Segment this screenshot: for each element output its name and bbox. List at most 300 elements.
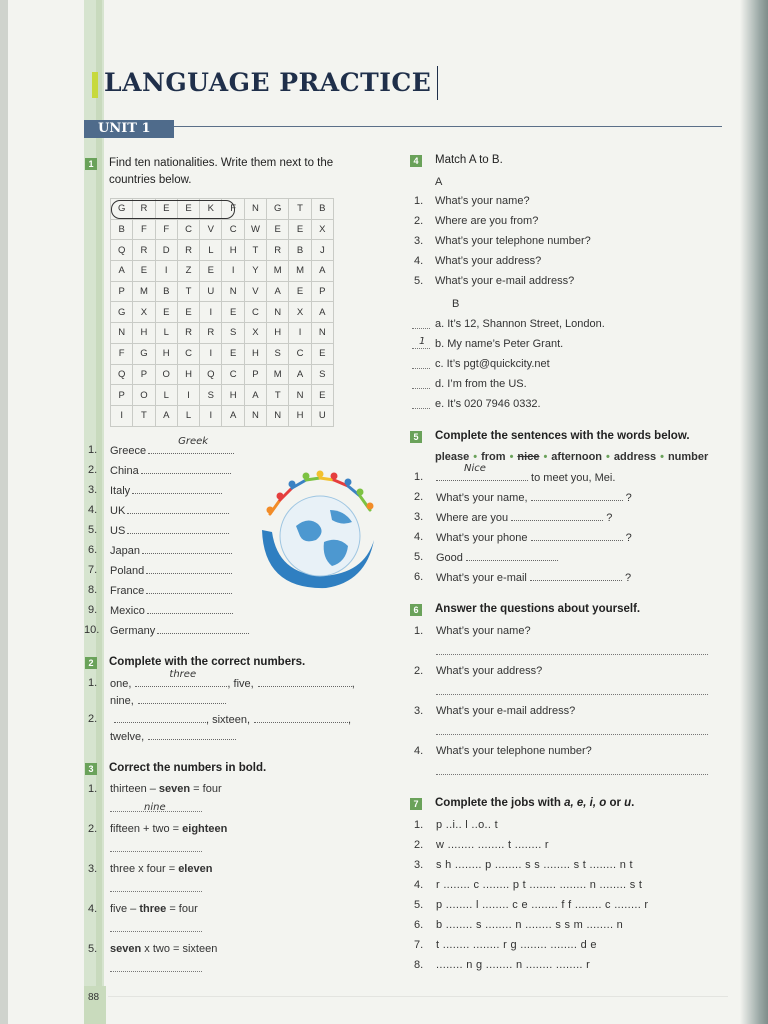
item-number: 1.	[88, 677, 98, 689]
grid-cell: H	[244, 343, 266, 364]
answer-blank	[531, 531, 623, 541]
grid-cell: M	[289, 261, 311, 282]
answer-blank	[531, 491, 623, 501]
grid-cell: A	[311, 261, 333, 282]
grid-cell: H	[133, 323, 155, 344]
grid-cell: C	[222, 219, 244, 240]
grid-cell: A	[289, 364, 311, 385]
item-number: 5.	[414, 551, 424, 563]
word-bank-item: address	[613, 451, 657, 463]
answer-blank	[127, 504, 229, 514]
exercise-number-7: 7	[410, 798, 422, 810]
grid-cell: G	[111, 302, 133, 323]
grid-cell: E	[222, 302, 244, 323]
country-row	[110, 564, 232, 577]
grid-cell: P	[311, 281, 333, 302]
grid-row	[111, 343, 334, 364]
grid-cell: E	[155, 199, 177, 220]
answer-blank	[138, 694, 226, 704]
grid-cell: X	[289, 302, 311, 323]
job-puzzle: ........ n g ........ n ........ ........ r	[436, 959, 591, 971]
grid-cell: R	[177, 240, 199, 261]
grid-cell: L	[155, 385, 177, 406]
grid-row	[111, 240, 334, 261]
grid-cell: O	[155, 364, 177, 385]
bold-number: seven	[158, 783, 191, 795]
handwritten-answer: Greek	[178, 436, 209, 447]
grid-cell: A	[267, 281, 289, 302]
word-separator: •	[543, 451, 548, 463]
grid-cell: N	[311, 323, 333, 344]
question-a: What’s your name?	[435, 195, 530, 207]
item-number: 6.	[414, 571, 424, 583]
grid-row	[111, 385, 334, 406]
question-a: What’s your e-mail address?	[435, 275, 575, 287]
answer-line	[110, 930, 202, 932]
grid-cell: M	[267, 261, 289, 282]
sentence	[436, 511, 612, 524]
grid-cell: O	[133, 385, 155, 406]
grid-cell: R	[133, 240, 155, 261]
answer-blank	[114, 713, 206, 723]
grid-cell: T	[177, 281, 199, 302]
grid-cell: E	[289, 219, 311, 240]
exercise-number-1: 1	[85, 158, 97, 170]
grid-cell: G	[267, 199, 289, 220]
handwritten-answer: Nice	[464, 463, 486, 474]
sentence-end: ?	[603, 512, 613, 524]
answer-line	[110, 970, 202, 972]
grid-cell: X	[244, 323, 266, 344]
item-number: 4.	[414, 745, 424, 757]
grid-cell: N	[111, 323, 133, 344]
circled-word-greek	[111, 200, 235, 219]
match-blank	[412, 358, 430, 369]
grid-cell: I	[200, 405, 222, 426]
country-row	[110, 464, 231, 477]
equation-text: three x four =	[110, 863, 179, 875]
page-curl-shadow	[740, 0, 768, 1024]
grid-cell: U	[200, 281, 222, 302]
grid-cell: P	[244, 364, 266, 385]
match-blank	[412, 338, 430, 349]
item-number: 2.	[414, 491, 424, 503]
job-puzzle: b ........ s ........ n ........ s s m ........ n	[436, 919, 624, 931]
job-puzzle: p ..i.. l ..o.. t	[436, 819, 498, 831]
grid-cell: B	[155, 281, 177, 302]
grid-cell: H	[222, 240, 244, 261]
answer-blank	[254, 713, 348, 723]
grid-cell: A	[111, 261, 133, 282]
country-name: China	[110, 465, 139, 477]
grid-cell: I	[200, 343, 222, 364]
item-number: 4.	[414, 531, 424, 543]
bold-number: eleven	[178, 863, 213, 875]
item-number: 2.	[414, 839, 424, 851]
grid-cell: Q	[200, 364, 222, 385]
grid-cell: F	[155, 219, 177, 240]
grid-cell: C	[222, 364, 244, 385]
instruction-or: or	[606, 797, 625, 809]
country-row	[110, 544, 232, 557]
answer-blank	[436, 463, 528, 481]
grid-cell: P	[111, 385, 133, 406]
word-separator: •	[660, 451, 664, 463]
grid-cell: N	[244, 199, 266, 220]
grid-cell: B	[111, 219, 133, 240]
item-number: 1.	[414, 819, 424, 831]
match-blank	[412, 398, 430, 409]
equation-text: fifteen + two =	[110, 823, 183, 835]
answer-blank	[135, 669, 227, 687]
grid-cell: I	[155, 261, 177, 282]
answer-blank	[511, 511, 603, 521]
sequence-word: twelve,	[110, 731, 145, 743]
grid-cell: Q	[111, 240, 133, 261]
word-bank-item: from	[481, 451, 506, 463]
country-name: Mexico	[110, 605, 145, 617]
word-bank	[435, 451, 708, 463]
answer-blank	[142, 544, 232, 554]
exercise-number-4: 4	[410, 155, 422, 167]
exercise-1-instruction: Find ten nationalities. Write them next to the countries below.	[109, 157, 334, 186]
country-row	[110, 584, 232, 597]
grid-cell: P	[133, 364, 155, 385]
item-number: 6.	[414, 919, 424, 931]
grid-cell: E	[200, 261, 222, 282]
grid-cell: P	[111, 281, 133, 302]
grid-cell: E	[289, 281, 311, 302]
answer-line	[436, 693, 708, 695]
grid-cell: C	[177, 343, 199, 364]
answer-blank	[530, 571, 622, 581]
answer-b: b. My name’s Peter Grant.	[435, 338, 564, 350]
grid-cell: T	[244, 240, 266, 261]
column-b-label: B	[452, 298, 460, 310]
grid-cell: E	[155, 302, 177, 323]
answer-blank	[146, 564, 232, 574]
equation-text: five –	[110, 903, 140, 915]
sequence-line	[110, 669, 355, 690]
question-a: Where are you from?	[435, 215, 539, 227]
answer-blank	[147, 604, 233, 614]
answer-b: e. It’s 020 7946 0332.	[435, 398, 541, 410]
country-name: France	[110, 585, 145, 597]
item-number: 7.	[414, 939, 424, 951]
grid-cell: G	[111, 199, 133, 220]
word-separator: •	[473, 451, 478, 463]
country-name: UK	[110, 505, 126, 517]
grid-cell: R	[133, 199, 155, 220]
sequence-start: one,	[110, 678, 132, 690]
equation	[110, 903, 198, 915]
grid-cell: S	[200, 385, 222, 406]
grid-cell: T	[289, 199, 311, 220]
sentence	[436, 551, 558, 564]
sentence	[436, 531, 632, 544]
grid-cell: N	[244, 405, 266, 426]
country-name: Greece	[110, 445, 147, 457]
item-number: 1.	[414, 625, 424, 637]
answer-line	[110, 890, 202, 892]
instruction-u: u	[624, 797, 632, 809]
sequence-line-2	[110, 694, 226, 707]
grid-cell: S	[311, 364, 333, 385]
grid-cell: L	[155, 323, 177, 344]
item-number: 6.	[88, 544, 98, 556]
grid-cell: A	[155, 405, 177, 426]
word-separator: •	[606, 451, 610, 463]
sentence-end: to meet you, Mei.	[528, 472, 616, 484]
grid-row	[111, 364, 334, 385]
instruction-text: Complete the jobs with	[435, 797, 565, 809]
grid-cell: X	[133, 302, 155, 323]
item-number: 5.	[88, 524, 98, 536]
grid-row	[111, 281, 334, 302]
item-number: 2.	[414, 215, 424, 227]
word-separator: •	[509, 451, 514, 463]
grid-cell: A	[222, 405, 244, 426]
equation	[110, 863, 212, 875]
exercise-5-instruction: Complete the sentences with the words below.	[435, 430, 690, 442]
item-number: 3.	[414, 859, 424, 871]
sequence-middle: , sixteen,	[206, 714, 251, 726]
country-row	[110, 484, 222, 497]
handwritten-answer: nine	[144, 802, 166, 813]
grid-cell: S	[222, 323, 244, 344]
item-number: 4.	[88, 504, 98, 516]
grid-cell: Z	[177, 261, 199, 282]
grid-cell: M	[133, 281, 155, 302]
country-name: Poland	[110, 565, 145, 577]
grid-cell: T	[267, 385, 289, 406]
grid-cell: W	[244, 219, 266, 240]
question: What’s your telephone number?	[436, 745, 592, 757]
item-number: 3.	[414, 511, 424, 523]
word-bank-item: nice	[517, 451, 540, 463]
question-a: What’s your address?	[435, 255, 542, 267]
grid-cell: E	[267, 219, 289, 240]
grid-cell: R	[200, 323, 222, 344]
grid-cell: N	[267, 405, 289, 426]
grid-cell: N	[267, 302, 289, 323]
answer-line	[110, 802, 202, 813]
sequence-line	[110, 713, 351, 726]
grid-cell: H	[289, 405, 311, 426]
country-name: Germany	[110, 625, 156, 637]
country-name: Japan	[110, 545, 140, 557]
sentence	[436, 463, 616, 484]
job-puzzle: w ........ ........ t ........ r	[436, 839, 549, 851]
handwritten-answer: three	[169, 669, 197, 680]
grid-cell: U	[311, 405, 333, 426]
grid-cell: V	[244, 281, 266, 302]
item-number: 3.	[88, 863, 98, 875]
question: What’s your address?	[436, 665, 543, 677]
grid-cell: D	[155, 240, 177, 261]
sentence-start: What’s your phone	[436, 532, 531, 544]
equation	[110, 783, 222, 795]
item-number: 3.	[88, 484, 98, 496]
item-number: 7.	[88, 564, 98, 576]
sentence-start: What’s your e-mail	[436, 572, 530, 584]
answer-b: a. It’s 12, Shannon Street, London.	[435, 318, 605, 330]
exercise-number-5: 5	[410, 431, 422, 443]
country-row	[110, 604, 233, 617]
page-title: LANGUAGE PRACTICE	[104, 66, 438, 100]
grid-cell: Y	[244, 261, 266, 282]
question-a: What’s your telephone number?	[435, 235, 591, 247]
unit-label: UNIT 1	[84, 120, 174, 138]
grid-cell: E	[222, 343, 244, 364]
grid-row	[111, 219, 334, 240]
answer-b: d. I’m from the US.	[435, 378, 527, 390]
word-bank-item: please	[435, 451, 470, 463]
grid-cell: Q	[111, 364, 133, 385]
grid-cell: I	[289, 323, 311, 344]
grid-cell: F	[111, 343, 133, 364]
sequence-middle: , five,	[227, 678, 254, 690]
word-bank-item: number	[667, 451, 709, 463]
item-number: 4.	[414, 879, 424, 891]
country-name: Italy	[110, 485, 131, 497]
equation	[110, 943, 217, 955]
grid-cell: L	[200, 240, 222, 261]
answer-blank	[157, 624, 249, 634]
word-bank-item: afternoon	[551, 451, 603, 463]
item-number: 8.	[414, 959, 424, 971]
grid-cell: I	[177, 385, 199, 406]
item-number: 2.	[88, 464, 98, 476]
grid-cell: H	[222, 385, 244, 406]
sequence-word: nine,	[110, 695, 134, 707]
item-number: 4.	[414, 255, 424, 267]
grid-cell: K	[200, 199, 222, 220]
country-row	[110, 504, 229, 517]
equation-text: x two = sixteen	[141, 943, 218, 955]
exercise-number-3: 3	[85, 763, 97, 775]
grid-cell: I	[222, 261, 244, 282]
title-accent-bar	[92, 72, 98, 98]
grid-cell: B	[311, 199, 333, 220]
page-binding-edge	[0, 0, 8, 1024]
grid-cell: F	[222, 199, 244, 220]
job-puzzle: s h ........ p ........ s s ........ s t ........ n t	[436, 859, 633, 871]
grid-cell: I	[111, 405, 133, 426]
answer-line	[436, 733, 708, 735]
sentence-end: ?	[622, 492, 632, 504]
page-number-tab	[84, 986, 106, 1024]
equation-text: = four	[166, 903, 198, 915]
item-number: 1.	[414, 195, 424, 207]
grid-row	[111, 323, 334, 344]
grid-cell: A	[311, 302, 333, 323]
grid-cell: N	[289, 385, 311, 406]
sequence-line-2	[110, 730, 236, 743]
exercise-2-instruction: Complete with the correct numbers.	[109, 656, 306, 668]
item-number: 8.	[88, 584, 98, 596]
grid-cell: T	[133, 405, 155, 426]
instruction-vowels: a, e, i, o	[564, 797, 607, 809]
grid-cell: E	[311, 343, 333, 364]
question: What’s your name?	[436, 625, 531, 637]
country-row	[110, 436, 234, 457]
word-search-grid	[110, 198, 334, 427]
answer-b: c. It’s pgt@quickcity.net	[435, 358, 550, 370]
grid-cell: N	[222, 281, 244, 302]
job-puzzle: r ........ c ........ p t ........ ........ n ........ s t	[436, 879, 643, 891]
item-number: 5.	[414, 275, 424, 287]
answer-blank	[146, 584, 232, 594]
item-number: 2.	[414, 665, 424, 677]
grid-cell: G	[133, 343, 155, 364]
answer-blank	[258, 677, 352, 687]
answer-blank	[141, 464, 231, 474]
exercise-7-instruction	[435, 795, 634, 812]
job-puzzle: t ........ ........ r g ........ ........ d e	[436, 939, 597, 951]
grid-cell: V	[200, 219, 222, 240]
bold-number: eighteen	[182, 823, 228, 835]
item-number: 2.	[88, 713, 98, 725]
grid-cell: E	[177, 302, 199, 323]
item-number: 5.	[414, 899, 424, 911]
exercise-6-instruction: Answer the questions about yourself.	[435, 603, 641, 615]
item-number: 5.	[88, 943, 98, 955]
item-number: 10.	[84, 624, 100, 636]
equation-text: thirteen –	[110, 783, 159, 795]
sequence-end: ,	[348, 714, 352, 726]
grid-cell: F	[133, 219, 155, 240]
grid-cell: I	[200, 302, 222, 323]
job-puzzle: p ........ l ........ c e ........ f f ........ c ........ r	[436, 899, 649, 911]
item-number: 3.	[414, 235, 424, 247]
item-number: 3.	[414, 705, 424, 717]
exercise-4-instruction: Match A to B.	[435, 154, 503, 166]
children-globe-icon	[256, 470, 376, 595]
grid-row	[111, 261, 334, 282]
exercise-3-instruction: Correct the numbers in bold.	[109, 762, 267, 774]
item-number: 1.	[88, 444, 98, 456]
country-name: US	[110, 525, 126, 537]
equation	[110, 823, 227, 835]
sentence-end: ?	[621, 572, 632, 584]
grid-cell: L	[177, 405, 199, 426]
bold-number: seven	[110, 943, 142, 955]
instruction-end: .	[631, 797, 635, 809]
grid-cell: C	[244, 302, 266, 323]
sequence-end: ,	[351, 678, 355, 690]
item-number: 4.	[88, 903, 98, 915]
sentence-end: ?	[622, 532, 632, 544]
answer-line	[110, 850, 202, 852]
equation-text: = four	[190, 783, 222, 795]
answer-blank	[148, 436, 234, 454]
sentence-start: Where are you	[436, 512, 512, 524]
grid-cell: C	[289, 343, 311, 364]
country-row	[110, 524, 229, 537]
item-number: 2.	[88, 823, 98, 835]
grid-cell: C	[177, 219, 199, 240]
item-number: 9.	[88, 604, 98, 616]
grid-row	[111, 302, 334, 323]
handwritten-match: 1	[419, 336, 426, 347]
question: What’s your e-mail address?	[436, 705, 576, 717]
exercise-number-2: 2	[85, 657, 97, 669]
grid-cell: X	[311, 219, 333, 240]
grid-cell: R	[267, 240, 289, 261]
sentence	[436, 491, 632, 504]
grid-cell: E	[133, 261, 155, 282]
